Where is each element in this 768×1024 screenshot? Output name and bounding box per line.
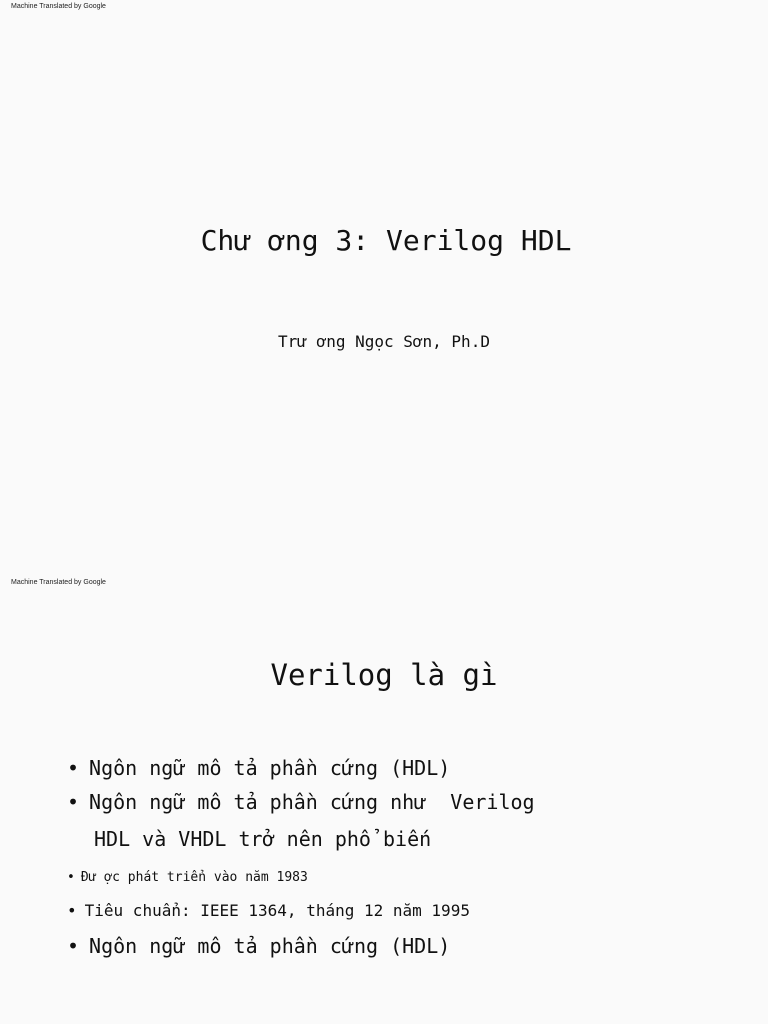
bullet-item [67,901,470,920]
bullet-text: Ngôn ngữ mô tả phần cứng (HDL) [89,756,451,780]
bullet-marker: • [67,934,80,958]
bullet-text: Ngôn ngữ mô tả phần cứng (HDL) [89,934,451,958]
bullet-text: Đư ợc phát triển vào năm 1983 [80,870,308,885]
author-name: Trư ơng Ngọc Sơn, Ph.D [278,332,490,351]
bullet-item [67,870,308,885]
slide-2 [0,576,768,1024]
bullet-marker: • [67,790,80,814]
slide-title: Chư ơng 3: Verilog HDL [200,224,572,257]
watermark: Machine Translated by Google [11,3,106,10]
bullet-item [67,756,450,780]
watermark: Machine Translated by Google [11,579,106,586]
bullet-marker: • [67,870,75,885]
bullet-item [67,934,450,958]
bullet-continuation: HDL và VHDL trở nên phổ biến [94,827,432,851]
bullet-marker: • [67,901,77,920]
bullet-text: Tiêu chuẩn: IEEE 1364, tháng 12 năm 1995 [84,901,470,920]
bullet-text: Ngôn ngữ mô tả phần cứng như Verilog [89,790,535,814]
bullet-marker: • [67,756,80,780]
bullet-item [67,790,535,814]
slide-title: Verilog là gì [270,658,498,692]
